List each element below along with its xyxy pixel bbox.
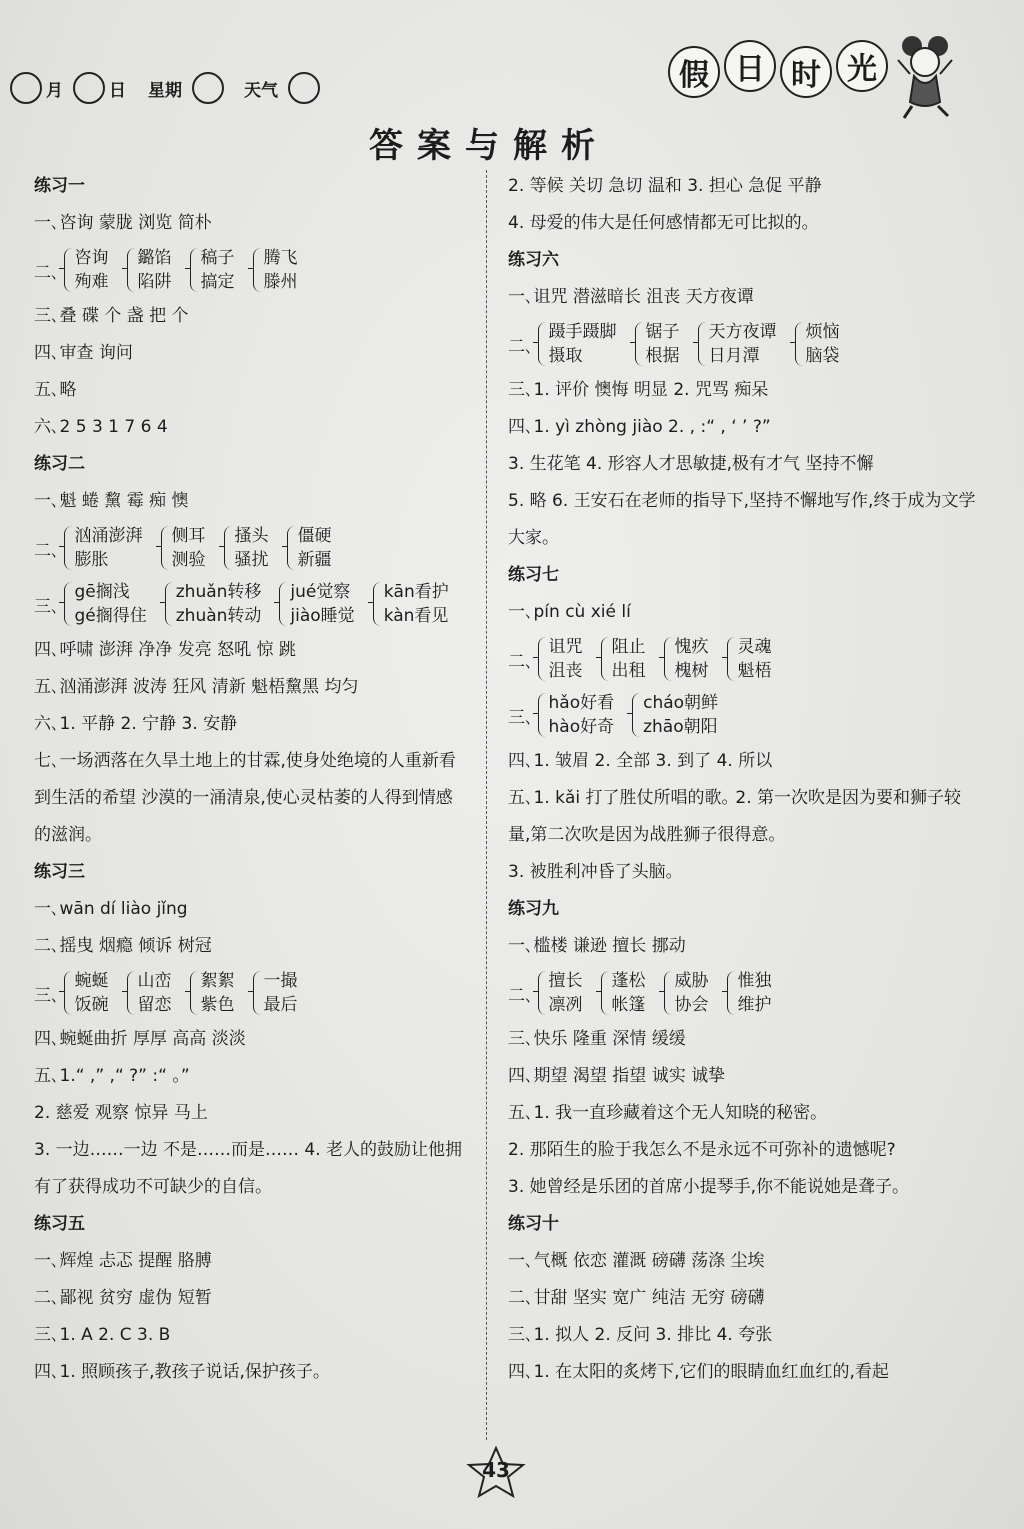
word-pair — [138, 969, 172, 1017]
word-pair — [75, 524, 143, 572]
word-pair — [75, 969, 109, 1017]
pair-word: cháo朝鲜 — [643, 693, 719, 713]
weather-label: 天气 — [244, 80, 278, 101]
answer-line: 三､叠 碟 个 盏 把 个 — [34, 306, 189, 326]
brace-icon — [538, 322, 547, 366]
pair-word: 诅咒 — [548, 637, 583, 657]
pair-word: 擅长 — [548, 971, 583, 991]
word-pair — [738, 635, 772, 683]
brace-icon — [127, 248, 136, 292]
answer-line: 二､摇曳 烟瘾 倾诉 树冠 — [34, 936, 212, 956]
brace-icon — [538, 971, 547, 1015]
brace-icon — [279, 582, 288, 626]
pair-word: 天方夜谭 — [708, 322, 777, 342]
pair-word: 汹涌澎湃 — [74, 526, 143, 546]
brace-icon — [190, 248, 199, 292]
brace-icon — [664, 971, 673, 1015]
pair-word: 稿子 — [200, 248, 235, 268]
pair-word: 饭碗 — [74, 995, 109, 1015]
exercise-heading: 练习十 — [508, 1214, 559, 1234]
pair-word: 惟独 — [737, 971, 772, 991]
answer-line: 3. 一边……一边 不是……而是…… 4. 老人的鼓励让他拥有了获得成功不可缺少的自信｡ — [34, 1140, 463, 1197]
brace-icon — [224, 526, 233, 570]
word-pair — [235, 524, 269, 572]
pair-word: 搞定 — [200, 272, 235, 292]
left-column — [34, 168, 464, 1391]
pair-word: jiào睡觉 — [290, 606, 355, 626]
word-pair — [172, 524, 206, 572]
word-pair — [75, 580, 147, 628]
word-pair — [549, 691, 615, 739]
brace-icon — [664, 637, 673, 681]
brace-icon — [64, 582, 73, 626]
answer-group — [508, 631, 978, 687]
brand-char: 日 — [724, 40, 776, 92]
pair-word: 咨询 — [74, 248, 109, 268]
pair-word: 测验 — [171, 550, 206, 570]
answer-line: 五､1. 我一直珍藏着这个无人知晓的秘密｡ — [508, 1103, 819, 1123]
pair-word: 锯子 — [645, 322, 680, 342]
pair-word: hào好奇 — [548, 717, 615, 737]
word-pair — [75, 246, 109, 294]
answer-line: 一､槛楼 谦逊 擅长 挪动 — [508, 936, 686, 956]
weather-circle — [288, 72, 320, 104]
word-pair — [201, 969, 235, 1017]
brace-icon — [538, 693, 547, 737]
answer-line: 一､诅咒 潜滋暗长 沮丧 天方夜谭 — [508, 287, 754, 307]
pair-word: 紫色 — [200, 995, 235, 1015]
group-number: 二､ — [34, 262, 60, 283]
word-pair — [738, 969, 772, 1017]
brace-icon — [161, 526, 170, 570]
group-number: 三､ — [34, 596, 60, 617]
word-pair — [290, 580, 354, 628]
word-pair — [709, 320, 777, 368]
brace-icon — [373, 582, 382, 626]
pair-word: 魁梧 — [737, 661, 772, 681]
page-number: 43 — [482, 1458, 510, 1482]
pair-word: kān看护 — [383, 582, 449, 602]
group-number: 二､ — [508, 336, 534, 357]
word-pair — [806, 320, 840, 368]
page-title: 答案与解析 — [369, 126, 609, 166]
pair-word: 出租 — [611, 661, 646, 681]
pair-word: 殉难 — [74, 272, 109, 292]
pair-word: 滕州 — [263, 272, 298, 292]
pair-word: 腾飞 — [263, 248, 298, 268]
exercise-heading: 练习七 — [508, 565, 559, 585]
word-pair — [612, 635, 646, 683]
word-pair — [264, 969, 298, 1017]
answer-line: 二､鄙视 贫穷 虚伪 短暂 — [34, 1288, 212, 1308]
brace-icon — [287, 526, 296, 570]
group-number: 二､ — [508, 651, 534, 672]
pair-word: 脑袋 — [805, 346, 840, 366]
exercise-heading: 练习一 — [34, 176, 85, 196]
pair-word: 协会 — [674, 995, 709, 1015]
brace-icon — [727, 637, 736, 681]
pair-word: zhuàn转动 — [175, 606, 262, 626]
answer-line: 六､1. 平静 2. 宁静 3. 安静 — [34, 714, 238, 734]
date-row — [6, 70, 324, 106]
answer-group — [34, 520, 464, 576]
pair-word: 鏴馅 — [137, 248, 172, 268]
month-circle — [10, 72, 42, 104]
answer-line: 3. 生花笔 4. 形容人才思敏捷,极有才气 坚持不懈 — [508, 454, 874, 474]
column-divider — [486, 170, 487, 1440]
brace-icon — [601, 971, 610, 1015]
answer-line: 五､略 — [34, 380, 77, 400]
mascot-icon — [890, 30, 960, 120]
brand-char: 假 — [668, 46, 720, 98]
word-pair — [675, 969, 709, 1017]
pair-word: 蹑手蹑脚 — [548, 322, 617, 342]
pair-word: 根据 — [645, 346, 680, 366]
group-number: 三､ — [508, 707, 534, 728]
brace-icon — [64, 526, 73, 570]
brace-icon — [253, 248, 262, 292]
pair-word: 阻止 — [611, 637, 646, 657]
word-pair — [176, 580, 262, 628]
pair-word: 凛冽 — [548, 995, 583, 1015]
brace-icon — [190, 971, 199, 1015]
brace-icon — [127, 971, 136, 1015]
answer-line: 二､甘甜 坚实 宽广 纯洁 无穷 磅礴 — [508, 1288, 765, 1308]
answer-line: 4. 母爱的伟大是任何感情都无可比拟的｡ — [508, 213, 811, 233]
word-pair — [384, 580, 449, 628]
word-pair — [298, 524, 332, 572]
answer-line: 三､1. A 2. C 3. B — [34, 1325, 171, 1345]
answer-line: 四､呼啸 澎湃 净净 发亮 怒吼 惊 跳 — [34, 640, 296, 660]
pair-word: gé搁得住 — [74, 606, 147, 626]
answer-line: 四､1. 皱眉 2. 全部 3. 到了 4. 所以 — [508, 751, 773, 771]
answer-line: 一､气概 依恋 灌溉 磅礴 荡涤 尘埃 — [508, 1251, 765, 1271]
pair-word: 侧耳 — [171, 526, 206, 546]
answer-line: 五､1. kǎi 打了胜仗所唱的歌｡ 2. 第一次吹是因为要和狮子较量,第二次吹是因为战胜狮子很得意｡ — [508, 788, 962, 845]
pair-word: 僵硬 — [297, 526, 332, 546]
group-number: 三､ — [34, 985, 60, 1006]
answer-line: 四､1. 照顾孩子,教孩子说话,保护孩子｡ — [34, 1362, 322, 1382]
pair-word: 新疆 — [297, 550, 332, 570]
answer-line: 一､wān dí liào jǐng — [34, 899, 188, 919]
pair-word: 烦恼 — [805, 322, 840, 342]
group-number: 二､ — [508, 985, 534, 1006]
answer-line: 四､蜿蜒曲折 厚厚 高高 淡淡 — [34, 1029, 246, 1049]
weekday-label: 星期 — [148, 80, 182, 101]
word-pair — [612, 969, 646, 1017]
answer-group — [34, 965, 464, 1021]
pair-word: 絮絮 — [200, 971, 235, 991]
exercise-heading: 练习九 — [508, 899, 559, 919]
exercise-heading: 练习三 — [34, 862, 85, 882]
pair-word: 灵魂 — [737, 637, 772, 657]
word-pair — [646, 320, 680, 368]
answer-group — [508, 316, 978, 372]
answer-line: 2. 等候 关切 急切 温和 3. 担心 急促 平静 — [508, 176, 822, 196]
pair-word: zhāo朝阳 — [643, 717, 718, 737]
exercise-heading: 练习六 — [508, 250, 559, 270]
word-pair — [643, 691, 718, 739]
pair-word: 最后 — [263, 995, 298, 1015]
answer-line: 四､审查 询问 — [34, 343, 133, 363]
answer-line: 一､辉煌 忐忑 提醒 胳膊 — [34, 1251, 212, 1271]
answer-line: 三､1. 评价 懊悔 明显 2. 咒骂 痴呆 — [508, 380, 769, 400]
brace-icon — [165, 582, 174, 626]
answer-line: 3. 她曾经是乐团的首席小提琴手,你不能说她是聋子｡ — [508, 1177, 901, 1197]
word-pair — [549, 969, 583, 1017]
answer-group — [34, 576, 464, 632]
word-pair — [549, 635, 583, 683]
brand-logo — [668, 40, 888, 92]
pair-word: 蜿蜒 — [74, 971, 109, 991]
pair-word: 陷阱 — [137, 272, 172, 292]
word-pair — [549, 320, 617, 368]
brace-icon — [64, 248, 73, 292]
pair-word: 沮丧 — [548, 661, 583, 681]
answer-line: 一､咨询 蒙胧 浏览 简朴 — [34, 213, 212, 233]
pair-word: 维护 — [737, 995, 772, 1015]
pair-word: 日月潭 — [708, 346, 760, 366]
pair-word: 搔头 — [234, 526, 269, 546]
pair-word: 骚扰 — [234, 550, 269, 570]
answer-group — [508, 687, 978, 743]
word-pair — [264, 246, 298, 294]
answer-line: 5. 略 6. 王安石在老师的指导下,坚持不懈地写作,终于成为文学大家｡ — [508, 491, 976, 548]
pair-word: 山峦 — [137, 971, 172, 991]
pair-word: 愧疚 — [674, 637, 709, 657]
pair-word: zhuǎn转移 — [175, 582, 262, 602]
month-label: 月 — [46, 80, 63, 101]
brace-icon — [795, 322, 804, 366]
day-circle — [73, 72, 105, 104]
brace-icon — [727, 971, 736, 1015]
answer-line: 3. 被胜利冲昏了头脑｡ — [508, 862, 675, 882]
word-pair — [201, 246, 235, 294]
pair-word: 膨胀 — [74, 550, 109, 570]
answer-line: 2. 那陌生的脸于我怎么不是永远不可弥补的遗憾呢? — [508, 1140, 896, 1160]
answer-line: 四､期望 渴望 指望 诚实 诚挚 — [508, 1066, 726, 1086]
pair-word: 一撮 — [263, 971, 298, 991]
day-label: 日 — [109, 80, 126, 101]
answer-line: 七､一场洒落在久旱土地上的甘霖,使身处绝境的人重新看到生活的希望 沙漠的一涌清泉,使心灵枯萎的人得到情感的滋润｡ — [34, 751, 456, 845]
brace-icon — [601, 637, 610, 681]
exercise-heading: 练习五 — [34, 1214, 85, 1234]
pair-word: 留恋 — [137, 995, 172, 1015]
answer-line: 2. 慈爱 观察 惊异 马上 — [34, 1103, 208, 1123]
brace-icon — [698, 322, 707, 366]
answer-group — [34, 242, 464, 298]
brand-char: 光 — [836, 40, 888, 92]
answer-line: 三､1. 拟人 2. 反问 3. 排比 4. 夸张 — [508, 1325, 773, 1345]
answer-group — [508, 965, 978, 1021]
pair-word: jué觉察 — [290, 582, 351, 602]
answer-line: 一､pín cù xié lí — [508, 602, 631, 622]
weekday-circle — [192, 72, 224, 104]
brace-icon — [635, 322, 644, 366]
exercise-heading: 练习二 — [34, 454, 85, 474]
pair-word: 帐篷 — [611, 995, 646, 1015]
answer-line: 四､1. yì zhòng jiào 2. , :“ , ‘ ’ ?” — [508, 417, 771, 437]
answer-line: 三､快乐 隆重 深情 缓缓 — [508, 1029, 686, 1049]
brace-icon — [64, 971, 73, 1015]
brace-icon — [538, 637, 547, 681]
answer-line: 五､1.“ ,” ,“ ?” :“ ｡” — [34, 1066, 190, 1086]
pair-word: kàn看见 — [383, 606, 449, 626]
group-number: 二､ — [34, 540, 60, 561]
brand-char: 时 — [780, 46, 832, 98]
word-pair — [675, 635, 709, 683]
answer-line: 六､2 5 3 1 7 6 4 — [34, 417, 168, 437]
brace-icon — [253, 971, 262, 1015]
answer-line: 一､魁 蜷 黧 霉 痴 懊 — [34, 491, 189, 511]
right-column — [508, 168, 978, 1391]
answer-line: 四､1. 在太阳的炙烤下,它们的眼睛血红血红的,看起 — [508, 1362, 889, 1382]
pair-word: 蓬松 — [611, 971, 646, 991]
pair-word: 威胁 — [674, 971, 709, 991]
answer-line: 五､汹涌澎湃 波涛 狂风 清新 魁梧黧黑 均匀 — [34, 677, 359, 697]
brace-icon — [632, 693, 641, 737]
pair-word: gē搁浅 — [74, 582, 130, 602]
pair-word: 槐树 — [674, 661, 709, 681]
word-pair — [138, 246, 172, 294]
pair-word: hǎo好看 — [548, 693, 615, 713]
pair-word: 摄取 — [548, 346, 583, 366]
